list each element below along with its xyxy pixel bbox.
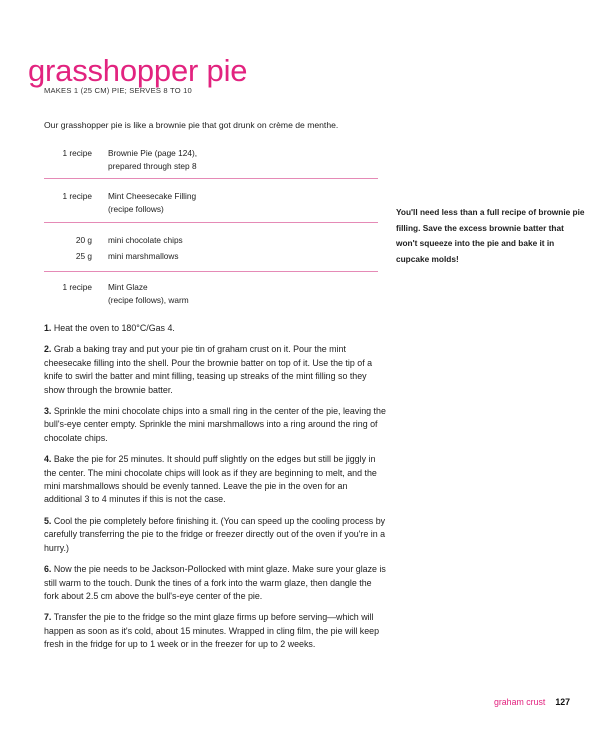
ingredient-name-line: (recipe follows), warm	[108, 294, 189, 305]
ingredient-row	[44, 190, 378, 215]
step-text: Cool the pie completely before finishing it. (You can speed up the cooling process by carefully transferring the pie to the fridge or freezer directly out of the oven if you're in a hurry.)	[44, 515, 386, 553]
recipe-title: grasshopper pie	[28, 52, 248, 88]
ingredient-group-1	[44, 147, 378, 172]
ingredient-name: mini chocolate chips	[108, 235, 183, 245]
divider	[44, 178, 378, 179]
step-5	[44, 515, 386, 555]
step-text: Transfer the pie to the fridge so the mint glaze firms up before serving—which will happen as soon as it's cold, about 15 minutes. Wrapped in cling film, the pie will keep fresh in the fridge for up to 1 week or in the freezer for up to 2 weeks.	[44, 612, 380, 650]
ingredient-qty: 25 g	[75, 250, 92, 261]
step-text: Now the pie needs to be Jackson-Pollocked with mint glaze. Make sure your glaze is still warm to the touch. Dunk the tines of a fork into the warm glaze, then dangle the fork about 2.5 cm above the bull's-eye center of the pie.	[44, 564, 386, 601]
step-7	[44, 611, 386, 651]
step-number: 6.	[44, 564, 52, 575]
ingredient-name	[108, 281, 378, 306]
step-number: 4.	[44, 454, 52, 465]
ingredient-name-line: (recipe follows)	[108, 203, 164, 214]
ingredient-qty: 1 recipe	[62, 282, 92, 292]
step-number: 5.	[44, 515, 52, 526]
step-number: 7.	[44, 612, 52, 623]
ingredient-group-3	[44, 234, 378, 262]
step-text: Bake the pie for 25 minutes. It should puff slightly on the edges but still be jiggly in the center. The mini chocolate chips will look as if they are beginning to melt, and the mini marshmallows should be evenly tanned. Leave the pie in the oven for an additional 3 to 4 minutes if this is not the case.	[44, 454, 377, 505]
divider	[44, 271, 378, 272]
ingredient-row	[44, 250, 378, 263]
ingredient-row	[44, 234, 378, 247]
ingredient-qty: 1 recipe	[62, 148, 92, 158]
step-number: 2.	[44, 344, 52, 355]
step-2	[44, 343, 386, 397]
step-text: Grab a baking tray and put your pie tin of graham crust on it. Pour the mint cheesecake filling into the shell. Pour the brownie batter on top of it. Use the tip of a knife to swirl the batter and mint filling, teasing up streaks of the mint filling so they show through the brownie batter.	[44, 344, 373, 395]
ingredient-name-line: prepared through step 8	[108, 160, 197, 171]
ingredient-name-line: Mint Cheesecake Filling	[108, 191, 197, 201]
step-3	[44, 405, 386, 445]
recipe-intro: Our grasshopper pie is like a brownie pie that got drunk on crème de menthe.	[44, 120, 339, 130]
step-4	[44, 453, 386, 507]
ingredient-group-4	[44, 281, 378, 306]
ingredient-name	[108, 147, 378, 172]
step-1	[44, 322, 386, 335]
divider	[44, 222, 378, 223]
step-number: 3.	[44, 406, 52, 417]
page-number: 127	[555, 697, 570, 707]
ingredient-qty: 20 g	[75, 235, 92, 245]
step-text: Sprinkle the mini chocolate chips into a small ring in the center of the pie, leaving the bull's-eye center empty. Sprinkle the mini marshmallows into a ring around the ring of chocolate chips.	[44, 406, 386, 443]
ingredient-qty: 1 recipe	[62, 191, 92, 201]
side-note: You'll need less than a full recipe of brownie pie filling. Save the excess brownie batter that won't squeeze into the pie and bake it in cupcake molds!	[396, 207, 585, 264]
page-footer	[494, 697, 570, 707]
ingredient-row	[44, 147, 378, 172]
step-number: 1.	[44, 323, 52, 333]
step-text: Heat the oven to 180°C/Gas 4.	[53, 323, 175, 333]
footer-section-name: graham crust	[493, 697, 546, 707]
method-steps	[44, 322, 386, 660]
step-6	[44, 563, 386, 603]
recipe-yield: MAKES 1 (25 CM) PIE; SERVES 8 TO 10	[44, 86, 192, 95]
ingredient-row	[44, 281, 378, 306]
ingredient-name-line: Mint Glaze	[108, 282, 148, 292]
ingredient-group-2	[44, 190, 378, 215]
ingredient-name: mini marshmallows	[108, 250, 179, 261]
ingredient-name-line: Brownie Pie (page 124),	[108, 148, 198, 158]
ingredient-name	[108, 190, 378, 215]
